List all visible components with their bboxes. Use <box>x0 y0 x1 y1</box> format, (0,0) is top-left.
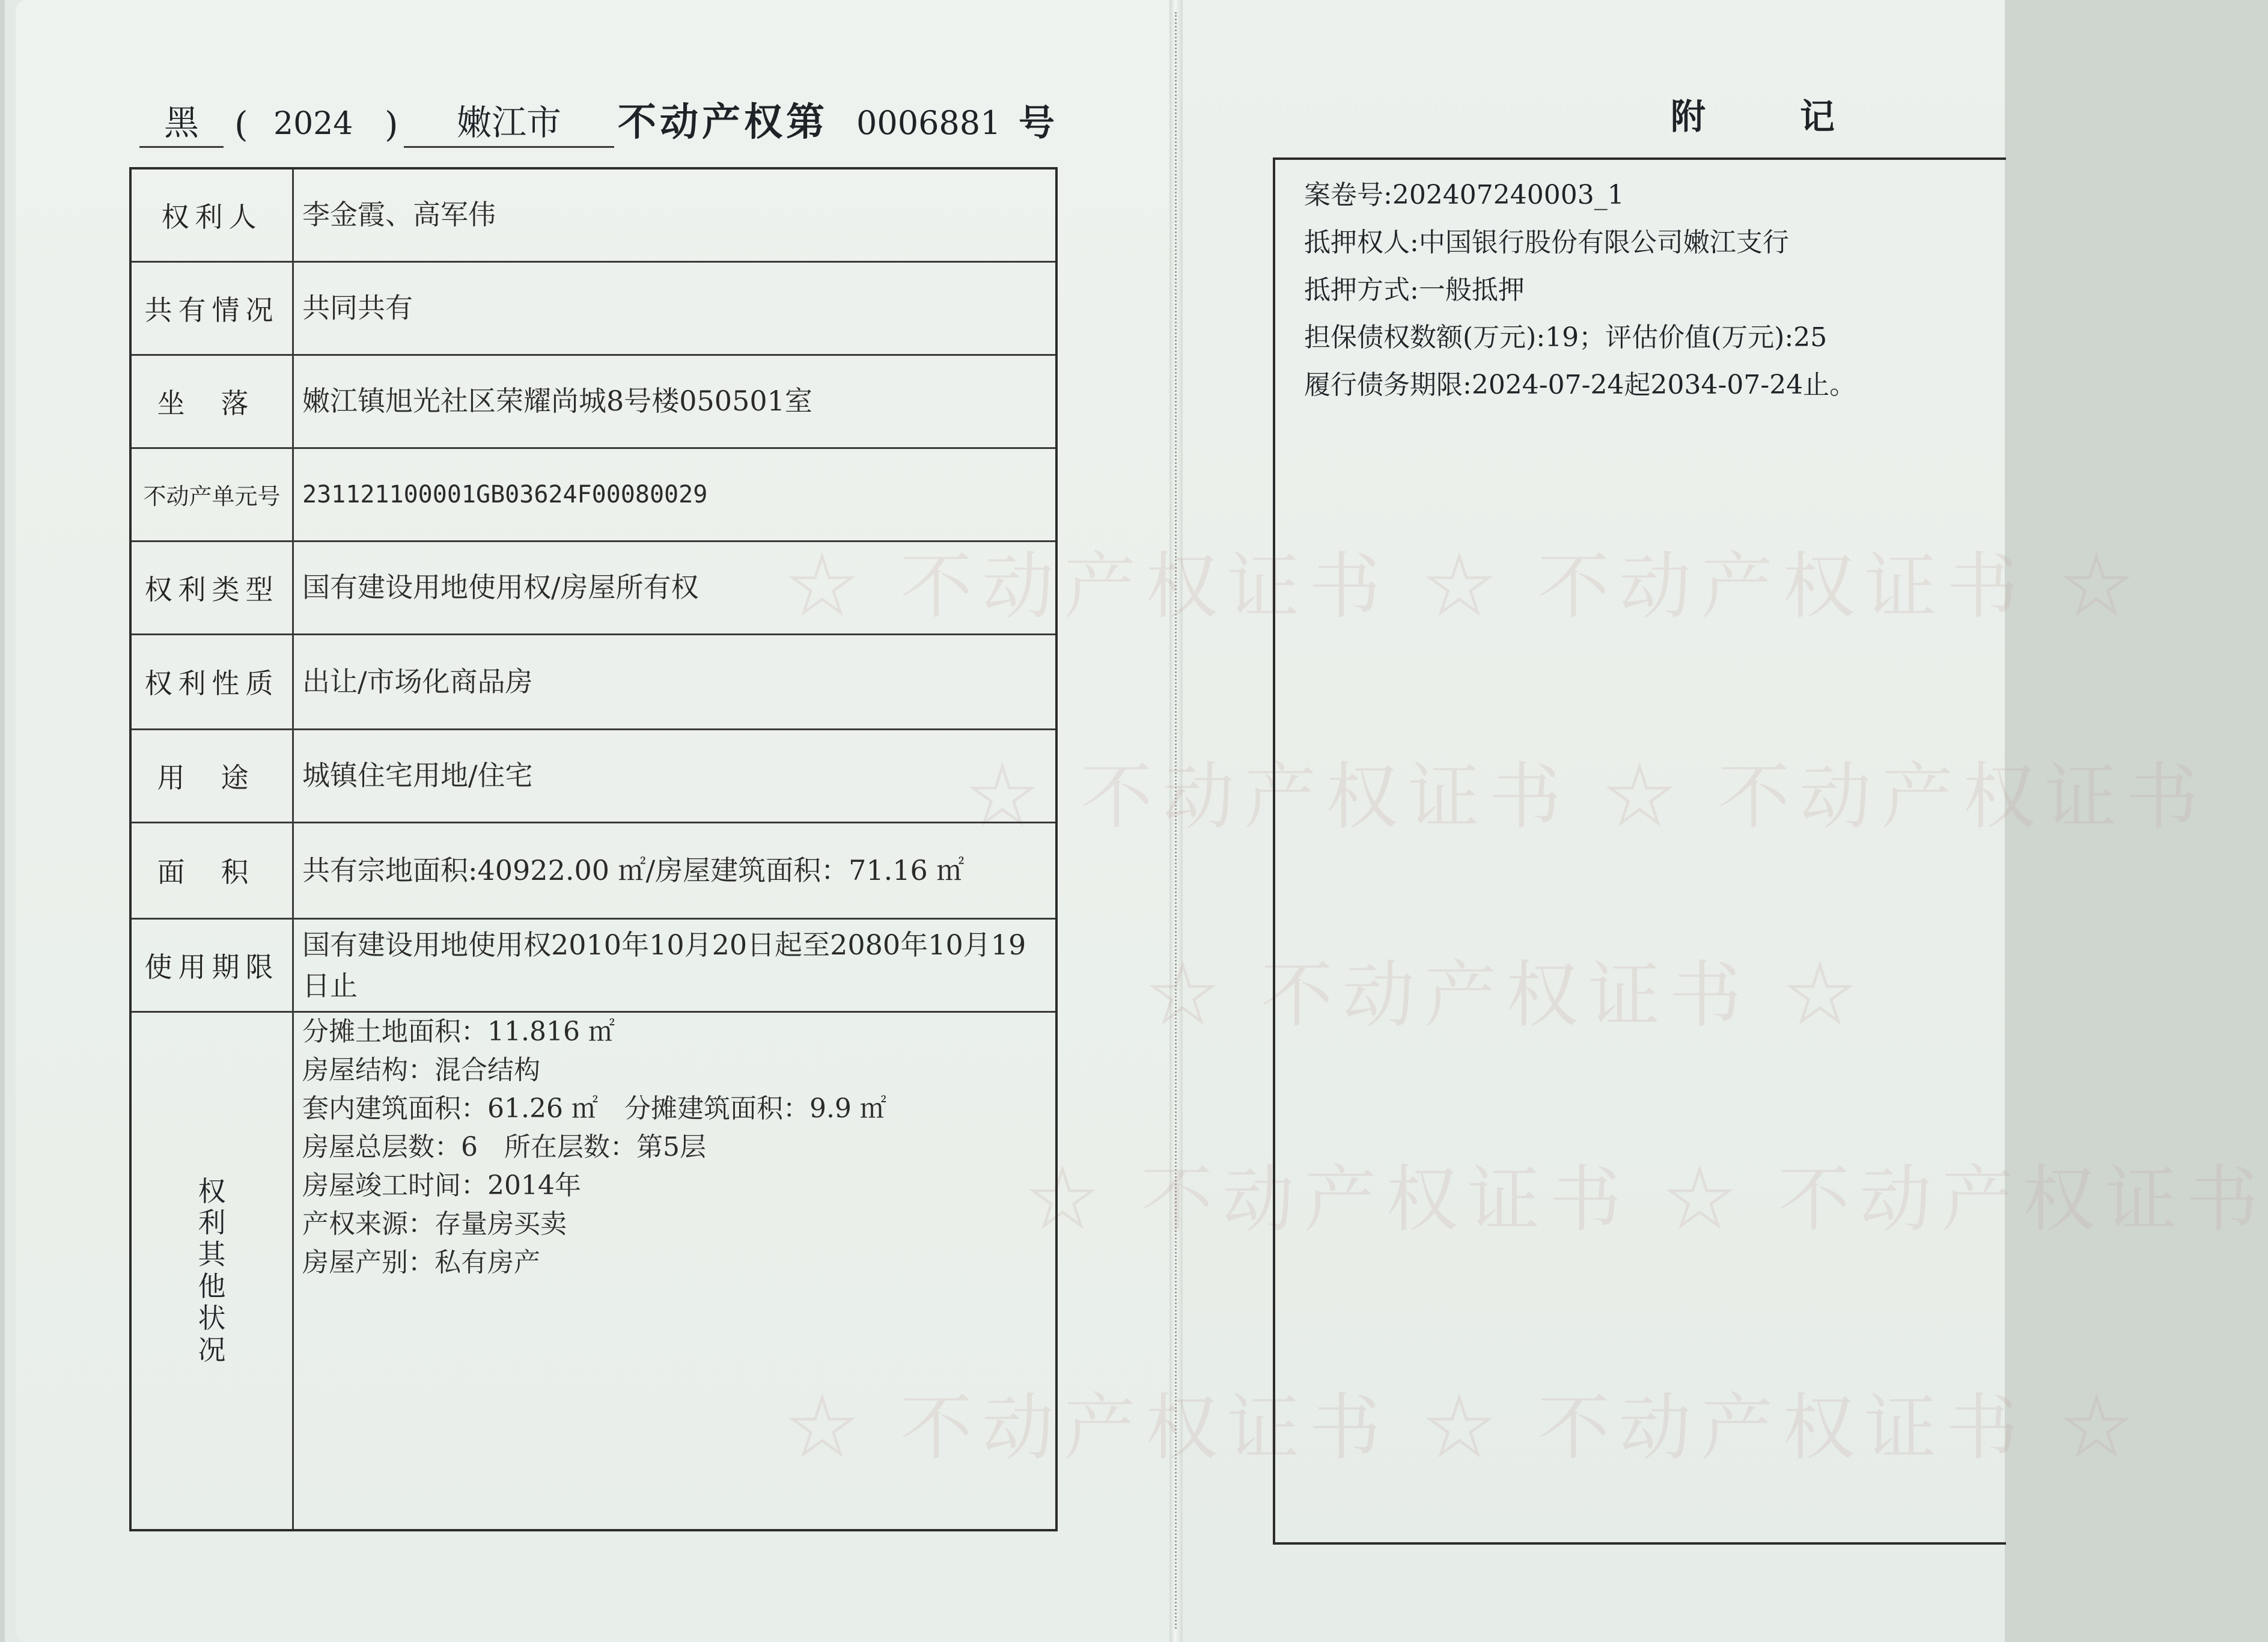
header-suffix: 号 <box>1019 102 1055 144</box>
row-label: 面积 <box>130 822 293 918</box>
row-label: 权利性质 <box>130 634 293 729</box>
row-label: 不动产单元号 <box>130 448 293 541</box>
table-row <box>130 168 1056 261</box>
header-close-paren: ) <box>385 104 398 145</box>
notes-title-char: 附 <box>1671 96 1706 137</box>
header-year: 2024 <box>273 106 353 142</box>
detail-line: 房屋竣工时间：2014年 <box>302 1170 581 1201</box>
table-row-other <box>130 1012 1056 1530</box>
note-line: 抵押方式:一般抵押 <box>1304 275 1525 305</box>
table-row <box>130 822 1056 918</box>
header-city: 嫩江市 <box>404 105 614 148</box>
row-value: 城镇住宅用地/住宅 <box>293 729 1057 822</box>
security-watermark: 不动产权证书 <box>1778 1158 2268 1242</box>
table-row <box>130 355 1056 448</box>
note-line: 担保债权数额(万元):19；评估价值(万元):25 <box>1304 322 1828 353</box>
row-label: 坐落 <box>130 355 293 448</box>
detail-line: 产权来源：存量房买卖 <box>302 1208 567 1239</box>
label-char: 状 <box>198 1302 226 1335</box>
label-char: 其 <box>198 1238 226 1271</box>
detail-line: 房屋产别：私有房产 <box>302 1247 540 1278</box>
row-value: 国有建设用地使用权/房屋所有权 <box>293 541 1057 634</box>
detail-line: 房屋总层数：6 所在层数：第5层 <box>302 1131 706 1162</box>
table-row <box>130 541 1056 634</box>
row-value: 共同共有 <box>293 261 1057 355</box>
other-status-label <box>130 1012 293 1530</box>
other-status-details <box>293 1012 1057 1530</box>
row-label: 权利类型 <box>130 541 293 634</box>
row-label: 权利人 <box>130 168 293 261</box>
detail-line: 套内建筑面积：61.26 ㎡ 分摊建筑面积：9.9 ㎡ <box>302 1093 886 1124</box>
registration-table <box>129 167 1058 1531</box>
notes-title-char: 记 <box>1800 96 1835 137</box>
row-value: 共有宗地面积:40922.00 ㎡/房屋建筑面积：71.16 ㎡ <box>293 822 1057 918</box>
note-line: 履行债务期限:2024-07-24起2034-07-24止。 <box>1304 370 1856 400</box>
label-char: 权 <box>198 1174 226 1207</box>
row-value: 国有建设用地使用权2010年10月20日起至2080年10月19日止 <box>293 918 1057 1012</box>
province-abbrev: 黑 <box>139 105 224 148</box>
notes-content <box>1304 171 1856 409</box>
row-label: 使用期限 <box>130 918 293 1012</box>
row-value: 嫩江镇旭光社区荣耀尚城8号楼050501室 <box>293 355 1057 448</box>
label-char: 利 <box>198 1206 226 1239</box>
detail-line: 分摊土地面积：11.816 ㎡ <box>302 1016 615 1047</box>
row-value: 李金霞、高军伟 <box>293 168 1057 261</box>
label-char: 他 <box>198 1270 226 1303</box>
note-line: 案卷号:202407240003_1 <box>1304 180 1624 210</box>
table-row <box>130 634 1056 729</box>
header-open-paren: ( <box>234 104 248 145</box>
table-row <box>130 729 1056 822</box>
label-char: 况 <box>198 1334 226 1367</box>
row-value: 出让/市场化商品房 <box>293 634 1057 729</box>
note-line: 抵押权人:中国银行股份有限公司嫩江支行 <box>1304 227 1789 258</box>
detail-line: 房屋结构：混合结构 <box>302 1054 540 1085</box>
row-label: 共有情况 <box>130 261 293 355</box>
table-row <box>130 448 1056 541</box>
spine-stitching <box>1175 12 1177 1629</box>
row-label: 用途 <box>130 729 293 822</box>
security-watermark: ☆ <box>2060 545 2142 629</box>
security-watermark: ☆ <box>2060 1387 2142 1470</box>
table-row <box>130 918 1056 1012</box>
certificate-number: 0006881 <box>856 104 1001 142</box>
row-value: 231121100001GB03624F00080029 <box>293 448 1057 541</box>
table-row <box>130 261 1056 355</box>
header-cert-prefix: 不动产权第 <box>618 100 828 145</box>
